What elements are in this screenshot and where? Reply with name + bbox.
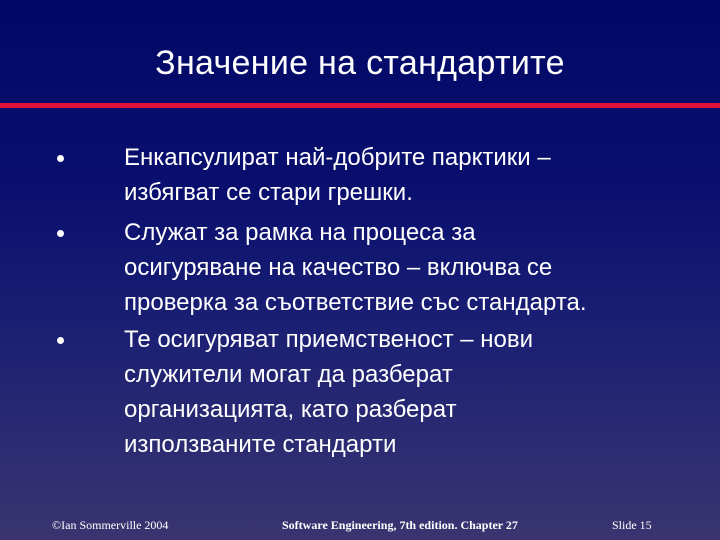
bullet-text: Те осигуряват приемственост – нови служители могат да разберат организацията, като разберат използваните стандарти <box>124 326 534 458</box>
footer-copyright: ©Ian Sommerville 2004 <box>52 518 169 532</box>
bullet-text: Енкапсулират най-добрите парктики – избягват се стари грешки. <box>124 144 551 206</box>
bullet-dot-icon <box>57 230 64 237</box>
footer-book-title: Software Engineering, 7th edition. Chapter 27 <box>282 518 518 532</box>
bullet-text: Служат за рамка на процеса за осигуряване на качество – включва се проверка за съответствие със стандарта. <box>124 219 587 316</box>
footer-slide-number: Slide 15 <box>612 518 652 532</box>
title-divider <box>0 103 720 108</box>
bullet-dot-icon <box>57 155 64 162</box>
bullet-dot-icon <box>57 337 64 344</box>
slide-title: Значение на стандартите <box>155 44 565 82</box>
